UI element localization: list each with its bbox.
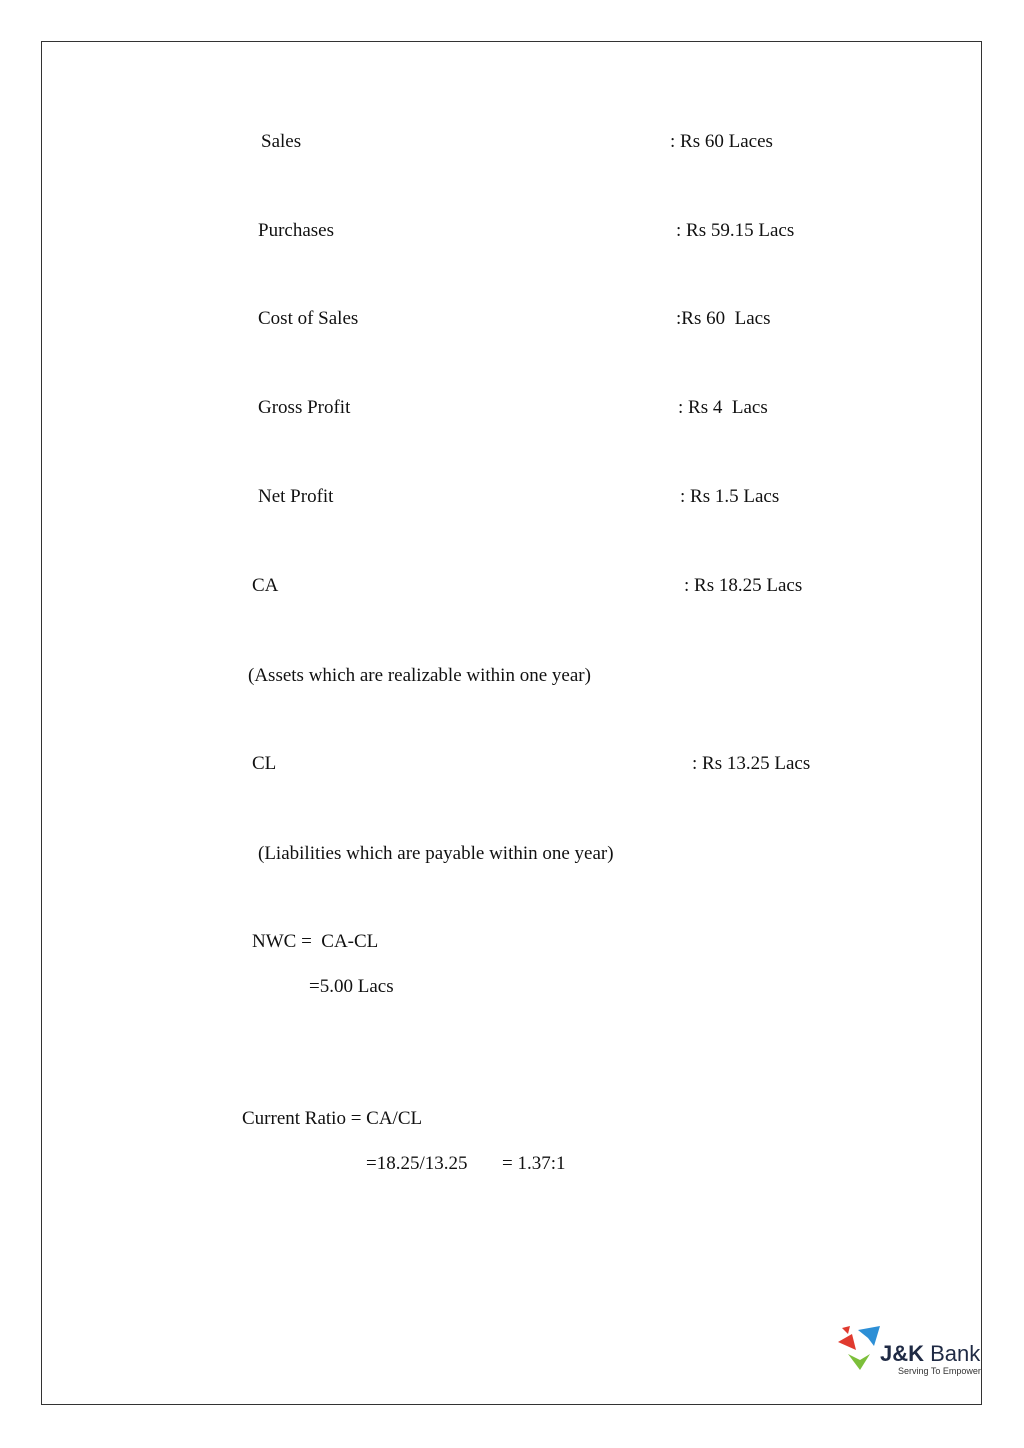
current-ratio-formula: Current Ratio = CA/CL bbox=[242, 1108, 423, 1129]
ca-note: (Assets which are realizable within one year) bbox=[248, 665, 591, 686]
row-label-cost-of-sales: Cost of Sales bbox=[258, 308, 359, 329]
row-label-gross-profit: Gross Profit bbox=[258, 397, 351, 418]
cl-note: (Liabilities which are payable within one year) bbox=[258, 843, 614, 864]
row-label-ca: CA bbox=[252, 575, 279, 596]
row-label-cl: CL bbox=[252, 753, 277, 774]
row-label-sales: Sales bbox=[261, 131, 302, 152]
nwc-formula: NWC = CA-CL bbox=[252, 931, 379, 952]
brand-name-bold: J&K bbox=[880, 1341, 925, 1366]
jk-bank-emblem-icon bbox=[836, 1324, 886, 1372]
brand-name bbox=[880, 1342, 980, 1366]
jk-bank-logo bbox=[836, 1324, 982, 1380]
row-label-purchases: Purchases bbox=[258, 220, 334, 241]
row-value-gross-profit: : Rs 4 Lacs bbox=[678, 397, 768, 418]
row-value-ca: : Rs 18.25 Lacs bbox=[684, 575, 803, 596]
current-ratio-calculation: =18.25/13.25 bbox=[366, 1153, 468, 1174]
row-value-net-profit: : Rs 1.5 Lacs bbox=[680, 486, 780, 507]
row-value-sales: : Rs 60 Laces bbox=[670, 131, 773, 152]
row-value-purchases: : Rs 59.15 Lacs bbox=[676, 220, 795, 241]
brand-name-rest: Bank bbox=[924, 1341, 981, 1366]
row-label-net-profit: Net Profit bbox=[258, 486, 334, 507]
row-value-cl: : Rs 13.25 Lacs bbox=[692, 753, 811, 774]
page-border bbox=[41, 41, 982, 1405]
row-value-cost-of-sales: :Rs 60 Lacs bbox=[676, 308, 771, 329]
current-ratio-result: = 1.37:1 bbox=[502, 1153, 566, 1174]
brand-tagline: Serving To Empower bbox=[898, 1366, 981, 1376]
nwc-result: =5.00 Lacs bbox=[309, 976, 394, 997]
